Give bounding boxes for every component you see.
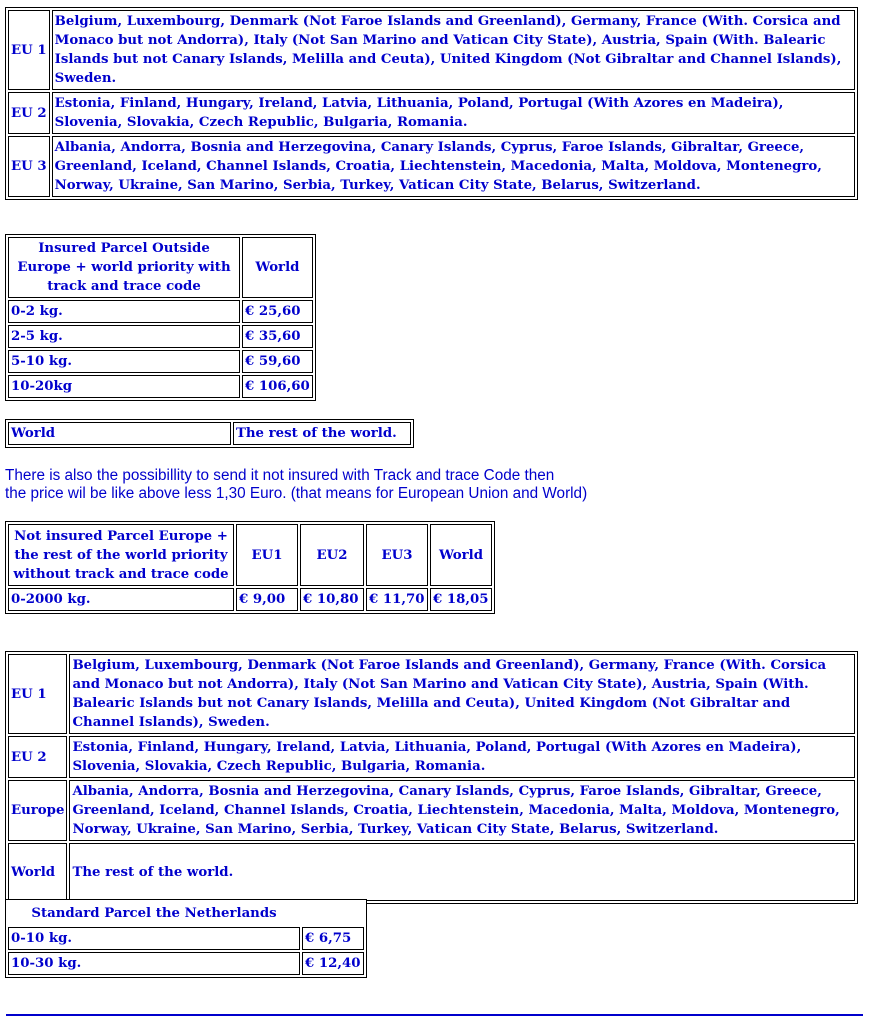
zone-row [8, 780, 855, 841]
zone-row [8, 736, 855, 778]
weight-cell: 5-10 kg. [8, 350, 240, 373]
zone-countries: Albania, Andorra, Bosnia and Herzegovina, Canary Islands, Cyprus, Faroe Islands, Gibraltar, Greece, Greenland, Iceland, Channel Islands, Croatia, Liechtenstein, Macedonia, Malta, Moldova, Montenegro, Norway, Ukraine, San Marino, Serbia, Turkey, Vatican City State, Belarus, Switzerland. [69, 780, 855, 841]
horizontal-rule [6, 1014, 863, 1016]
price-cell: € 59,60 [242, 350, 313, 373]
zone-code: EU 3 [8, 136, 50, 197]
table-row [8, 422, 411, 445]
not-insured-header: Not insured Parcel Europe + the rest of the world priority without track and trace code [8, 524, 234, 586]
world-definition-table [5, 419, 414, 448]
price-cell-eu2: € 10,80 [300, 588, 364, 611]
weight-cell: 2-5 kg. [8, 325, 240, 348]
zone-row [8, 92, 855, 134]
table-header-row [8, 237, 313, 298]
zone-row [8, 654, 855, 734]
weight-cell: 10-30 kg. [8, 952, 300, 975]
zones-table-2 [5, 651, 858, 904]
table-row [8, 952, 364, 975]
weight-cell: 0-2000 kg. [8, 588, 234, 611]
zone-row [8, 843, 855, 901]
weight-cell: 0-10 kg. [8, 927, 300, 950]
zone-countries: Belgium, Luxembourg, Denmark (Not Faroe Islands and Greenland), Germany, France (With. Corsica and Monaco but not Andorra), Italy (Not San Marino and Vatican City State), Austria, Spain (With. Balearic Islands but not Canary Islands, Melilla and Ceuta), United Kingdom (Not Gibraltar and Channel Islands), Sweden. [69, 654, 855, 734]
zones-table-1 [5, 7, 858, 200]
world-description: The rest of the world. [233, 422, 411, 445]
zone-code: EU 2 [8, 736, 67, 778]
table-row [8, 325, 313, 348]
table-row [8, 300, 313, 323]
table-row [8, 350, 313, 373]
column-header-eu2: EU2 [300, 524, 364, 586]
not-insured-table [5, 521, 495, 614]
world-column-header: World [242, 237, 313, 298]
column-header-eu3: EU3 [366, 524, 428, 586]
empty-header-cell [302, 902, 364, 925]
untracked-note [5, 467, 705, 503]
standard-nl-header: Standard Parcel the Netherlands [31, 906, 277, 921]
insured-world-table [5, 234, 316, 401]
zone-countries: Albania, Andorra, Bosnia and Herzegovina, Canary Islands, Cyprus, Faroe Islands, Gibraltar, Greece, Greenland, Iceland, Channel Islands, Croatia, Liechtenstein, Macedonia, Malta, Moldova, Montenegro, Norway, Ukraine, San Marino, Serbia, Turkey, Vatican City State, Belarus, Switzerland. [52, 136, 855, 197]
table-row [8, 588, 492, 611]
table-row [8, 927, 364, 950]
price-cell-eu1: € 9,00 [236, 588, 298, 611]
note-line-2: the price wil be like above less 1,30 Euro. (that means for European Union and World) [5, 485, 588, 502]
table-header-row [8, 902, 364, 925]
price-cell-eu3: € 11,70 [366, 588, 428, 611]
zone-code: World [8, 843, 67, 901]
price-cell: € 25,60 [242, 300, 313, 323]
world-label: World [8, 422, 231, 445]
price-cell: € 35,60 [242, 325, 313, 348]
column-header-world: World [430, 524, 492, 586]
price-cell: € 106,60 [242, 375, 313, 398]
weight-cell: 10-20kg [8, 375, 240, 398]
zone-countries: The rest of the world. [69, 843, 855, 901]
price-cell: € 12,40 [302, 952, 364, 975]
price-cell-world: € 18,05 [430, 588, 492, 611]
price-cell: € 6,75 [302, 927, 364, 950]
zone-row [8, 136, 855, 197]
table-header-row [8, 524, 492, 586]
zone-countries: Estonia, Finland, Hungary, Ireland, Latvia, Lithuania, Poland, Portugal (With Azores en Madeira), Slovenia, Slovakia, Czech Republic, Bulgaria, Romania. [69, 736, 855, 778]
zone-row [8, 10, 855, 90]
zone-countries: Estonia, Finland, Hungary, Ireland, Latvia, Lithuania, Poland, Portugal (With Azores en Madeira), Slovenia, Slovakia, Czech Republic, Bulgaria, Romania. [52, 92, 855, 134]
weight-cell: 0-2 kg. [8, 300, 240, 323]
insured-header: Insured Parcel Outside Europe + world priority with track and trace code [8, 237, 240, 298]
zone-countries: Belgium, Luxembourg, Denmark (Not Faroe Islands and Greenland), Germany, France (With. Corsica and Monaco but not Andorra), Italy (Not San Marino and Vatican City State), Austria, Spain (With. Balearic Islands but not Canary Islands, Melilla and Ceuta), United Kingdom (Not Gibraltar and Channel Islands), Sweden. [52, 10, 855, 90]
zone-code: EU 1 [8, 10, 50, 90]
zone-code: Europe [8, 780, 67, 841]
column-header-eu1: EU1 [236, 524, 298, 586]
note-line-1: There is also the possibillity to send it not insured with Track and trace Code then [5, 467, 555, 484]
table-row [8, 375, 313, 398]
standard-nl-table [5, 899, 367, 978]
zone-code: EU 2 [8, 92, 50, 134]
zone-code: EU 1 [8, 654, 67, 734]
